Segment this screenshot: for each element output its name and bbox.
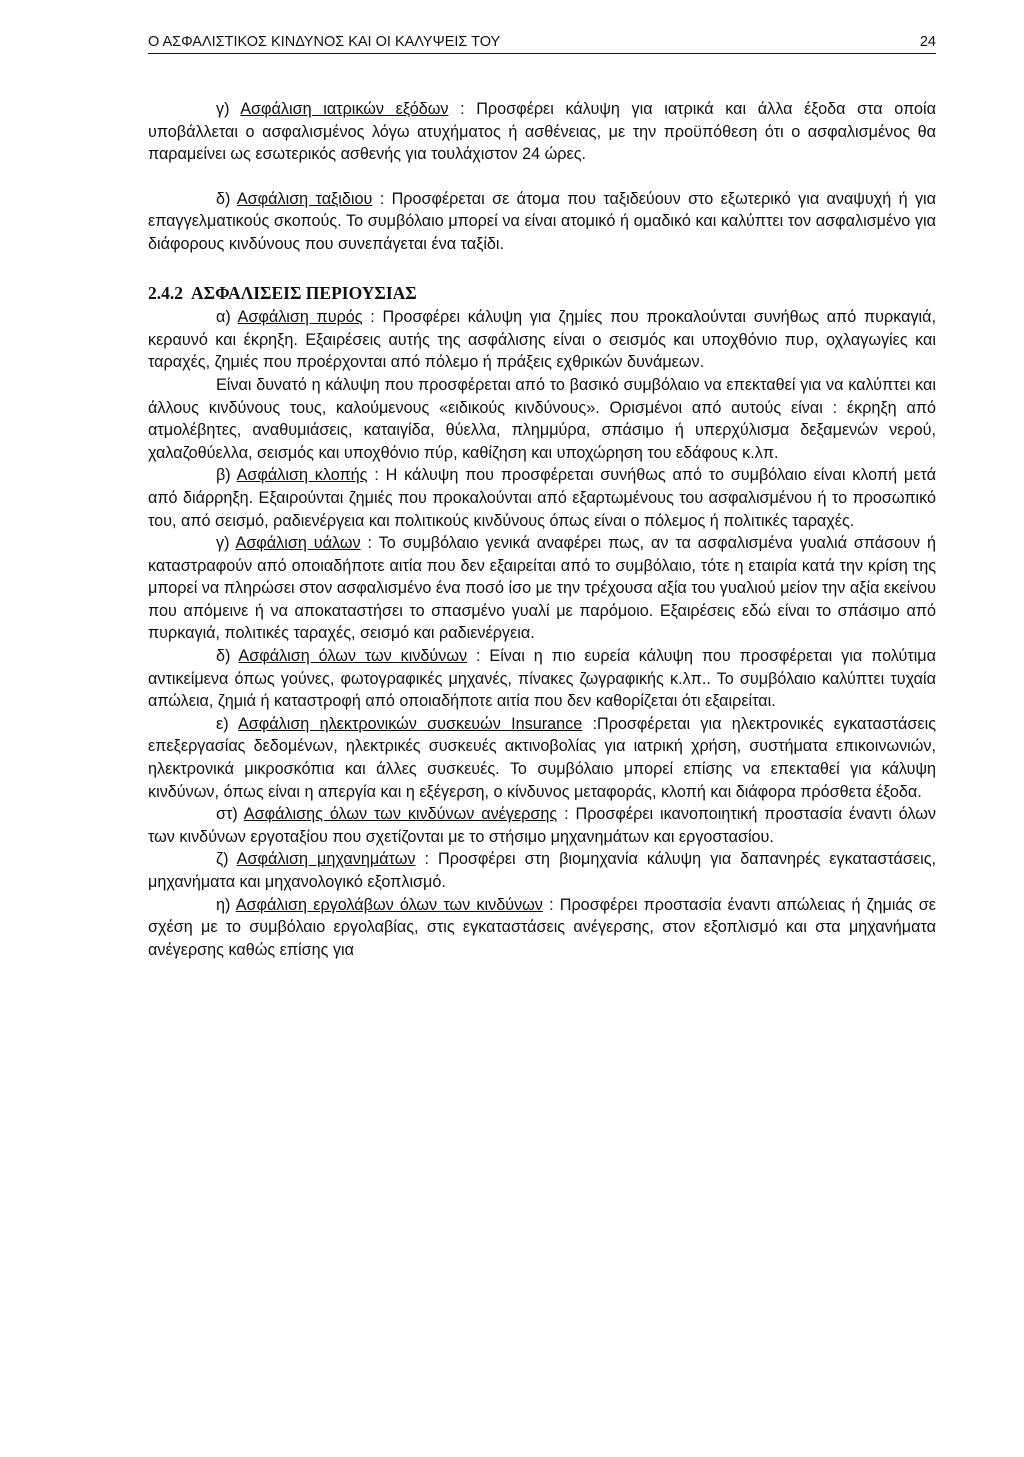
item-term: Ασφάλισης όλων των κινδύνων ανέγερσης: [243, 805, 558, 824]
item-text: : Προσφέρει προστασία έναντι απώλειας ή ζημιάς σε σχέση με το συμβόλαιο εργολαβίας, στις εγκαταστάσεις ανέγερσης, στον εξοπλισμό και στα μηχανήματα ανέγερσης καθώς επίσης για: [148, 895, 936, 959]
section-number: 2.4.2: [148, 282, 183, 303]
item-term: Ασφάλιση κλοπής: [236, 466, 368, 485]
item-marker: β): [216, 466, 237, 485]
paragraph-fire-insurance: [148, 306, 936, 374]
page-number: 24: [919, 34, 936, 50]
item-marker: γ): [216, 100, 241, 118]
section-title: ΑΣΦΑΛΙΣΕΙΣ ΠΕΡΙΟΥΣΙΑΣ: [191, 282, 417, 303]
paragraph-machinery-insurance: [148, 848, 936, 893]
item-text: : Προσφέρει στη βιομηχανία κάλυψη για δαπανηρές εγκαταστάσεις, μηχανήματα και μηχανολογικό εξοπλισμό.: [148, 850, 937, 891]
item-marker: ζ): [216, 850, 237, 869]
item-text: : Προσφέρει ικανοποιητική προστασία έναντι όλων των κινδύνων εργοταξίου που σχετίζονται με το στήσιμο μηχανημάτων και εργοστασίου.: [148, 805, 936, 846]
section-heading: [148, 282, 936, 305]
item-marker: ε): [216, 714, 238, 733]
paragraph-glass-insurance: [148, 532, 936, 645]
paragraph-travel-insurance: [148, 188, 936, 256]
item-marker: α): [216, 308, 238, 327]
item-term: Ασφάλιση εργολάβων όλων των κινδύνων: [235, 895, 543, 914]
document-body: [148, 98, 936, 961]
paragraph-special-risks: [148, 374, 936, 464]
item-marker: γ): [216, 534, 236, 553]
item-text: Είναι δυνατό η κάλυψη που προσφέρεται από το βασικό συμβόλαιο να επεκταθεί για να καλύπτει και άλλους κινδύνους τους, καλούμενους «ειδικούς κινδύνους». Ορισμένοι από αυτούς είναι : έκρηξη από ατμολέβητες, αναθυμιάσεις, καταιγίδα, θύελλα, πλημμύρα, σπάσιμο ή υπερχύλισμα δεξαμενών νερού, χαλαζοθύελλα, σεισμός και υποχθόνιο πύρ, καθίζηση και υποχώρηση του εδάφους κ.λπ.: [148, 375, 936, 462]
item-term: Ασφάλιση ηλεκτρονικών συσκευών Insurance: [237, 714, 583, 733]
paragraph-erection-all-risks: [148, 803, 936, 848]
paragraph-contractors-all-risks: [148, 894, 936, 962]
paragraph-theft-insurance: [148, 464, 936, 532]
paragraph-all-risks-insurance: [148, 645, 936, 713]
item-marker: στ): [216, 805, 244, 824]
item-term: Ασφάλιση υάλων: [235, 534, 361, 553]
running-header: [148, 32, 936, 54]
item-term: Ασφάλιση μηχανημάτων: [236, 850, 416, 869]
item-text: : Είναι η πιο ευρεία κάλυψη που προσφέρεται για πολύτιμα αντικείμενα όπως γούνες, φωτογραφικές μηχανές, πίνακες ζωγραφικής κ.λπ.. Το συμβόλαιο καλύπτει τυχαία απώλεια, ζημιά ή καταστροφή από οποιαδήποτε αιτία που δεν καθορίζεται ότι εξαιρείται.: [148, 647, 936, 711]
item-text: : Προσφέρει κάλυψη για ζημίες που προκαλούνται συνήθως από πυρκαγιά, κεραυνό και έκρηξη. Εξαιρέσεις αυτής της ασφάλισης είναι ο σεισμός και υποχθόνιο πυρ, οχλαγωγίες και ταραχές, ζημιές που προέρχονται από πόλεμο ή πράξεις εχθρικών δυνάμεων.: [148, 308, 937, 372]
item-term: Ασφάλιση πυρός: [237, 308, 363, 327]
paragraph-electronic-equipment-insurance: [148, 713, 936, 803]
item-text: :Προσφέρεται για ηλεκτρονικές εγκαταστάσεις επεξεργασίας δεδομένων, ηλεκτρικές συσκευές ακτινοβολίας για ιατρική χρήση, συστήματα επικοινωνιών, ηλεκτρονικά μικροσκόπια και άλλες συσκευές. Το συμβόλαιο μπορεί επίσης να επεκταθεί για κάλυψη κινδύνων, όπως είναι η απεργία και η εξέγερση, ο κίνδυνος μεταφοράς, κλοπή και διάφορα πρόσθετα έξοδα.: [148, 714, 937, 801]
item-marker: η): [216, 895, 236, 914]
paragraph-medical-expenses: [148, 98, 936, 166]
item-term: Ασφάλιση ιατρικών εξόδων: [240, 100, 449, 118]
item-text: : Προσφέρεται σε άτομα που ταξιδεύουν στο εξωτερικό για αναψυχή ή για επαγγελματικούς σκοπούς. Το συμβόλαιο μπορεί να είναι ατομικό ή ομαδικό και καλύπτει τον ασφαλισμένο για διάφορους κινδύνους που συνεπάγεται ένα ταξίδι.: [148, 189, 936, 253]
item-marker: δ): [216, 647, 239, 666]
item-text: : Προσφέρει κάλυψη για ιατρικά και άλλα έξοδα στα οποία υποβάλλεται ο ασφαλισμένος λόγω ατυχήματος ή ασθένειας, με την προϋπόθεση ότι ο ασφαλισμένος θα παραμείνει ως εσωτερικός ασθενής για τουλάχιστον 24 ώρες.: [148, 100, 936, 164]
chapter-title: Ο ΑΣΦΑΛΙΣΤΙΚΟΣ ΚΙΝΔΥΝΟΣ ΚΑΙ ΟΙ ΚΑΛΥΨΕΙΣ ΤΟΥ: [148, 34, 501, 50]
item-term: Ασφάλιση ταξιδιου: [236, 189, 373, 208]
item-text: : Η κάλυψη που προσφέρεται συνήθως από το συμβόλαιο είναι κλοπή μετά από διάρρηξη. Εξαιρούνται ζημιές που προκαλούνται από εξαρτωμένους του ασφαλισμένου ή το προσωπικό του, από σεισμό, ραδιενέργεια και πολιτικούς κινδύνους όπως είναι ο πόλεμος ή πολιτικές ταραχές.: [148, 466, 936, 530]
item-term: Ασφάλιση όλων των κινδύνων: [238, 647, 468, 666]
item-text: : Το συμβόλαιο γενικά αναφέρει πως, αν τα ασφαλισμένα γυαλιά σπάσουν ή καταστραφούν από οποιαδήποτε αιτία που δεν εξαιρείται από το συμβόλαιο, τότε η εταιρία κατά την κρίση της μπορεί να πληρώσει στον ασφαλισμένο ένα ποσό ίσο με την τρέχουσα αξία του γυαλιού μείον την αξία εκείνου που απόμεινε ή να αποκαταστήσει το σπασμένο γυαλί με παρόμοιο. Εξαιρέσεις εδώ είναι το σπάσιμο από πυρκαγιά, πολιτικές ταραχές, σεισμό και ραδιενέργεια.: [148, 534, 936, 643]
item-marker: δ): [216, 189, 237, 208]
